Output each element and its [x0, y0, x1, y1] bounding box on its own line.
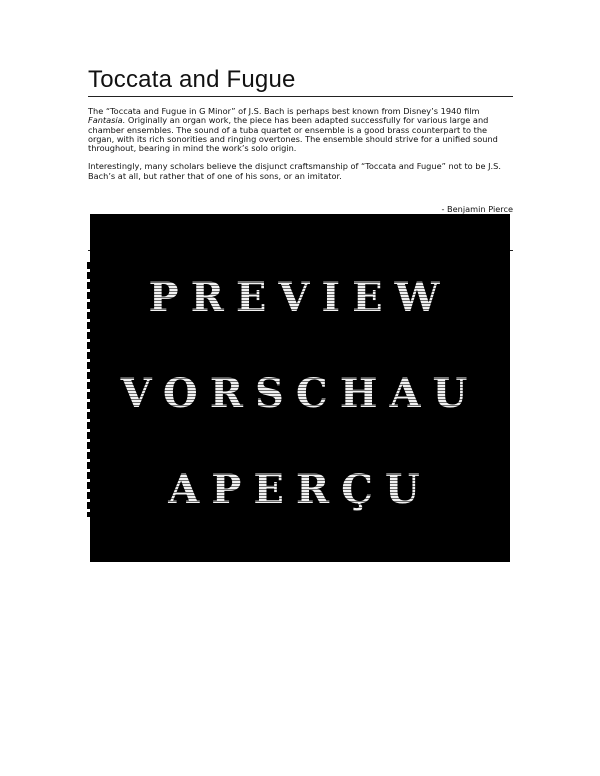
watermark-apercu-text: APERÇU [90, 466, 510, 513]
preview-watermark-overlay [90, 214, 510, 562]
title-divider [88, 96, 513, 97]
film-title: Fantasia. [88, 115, 126, 126]
watermark-preview-text: PREVIEW [90, 274, 510, 321]
scholars-paragraph: Interestingly, many scholars believe the disjunct craftsmanship of “Toccata and Fugue” not to be J.S. Bach’s at all, but rather that of one of his sons, or an imitator. [88, 161, 501, 181]
document-body [88, 107, 513, 190]
page-title: Toccata and Fugue [88, 66, 296, 93]
watermark-vorschau-text: VORSCHAU [90, 370, 510, 417]
intro-paragraph [88, 107, 513, 153]
intro-text-start: The “Toccata and Fugue in G Minor” of J.S. Bach is perhaps best known from Disney’s 1940 film [88, 106, 480, 116]
intro-text-end: Originally an organ work, the piece has been adapted successfully for various large and chamber ensembles. The sound of a tuba quartet or ensemble is a good brass counterpart to the organ, with its rich sonorities and ringing overtones. The ensemble should strive for a unified sound throughout, bearing in mind the work’s solo origin. [88, 115, 498, 154]
author-credit: - Benjamin Pierce [441, 204, 513, 214]
